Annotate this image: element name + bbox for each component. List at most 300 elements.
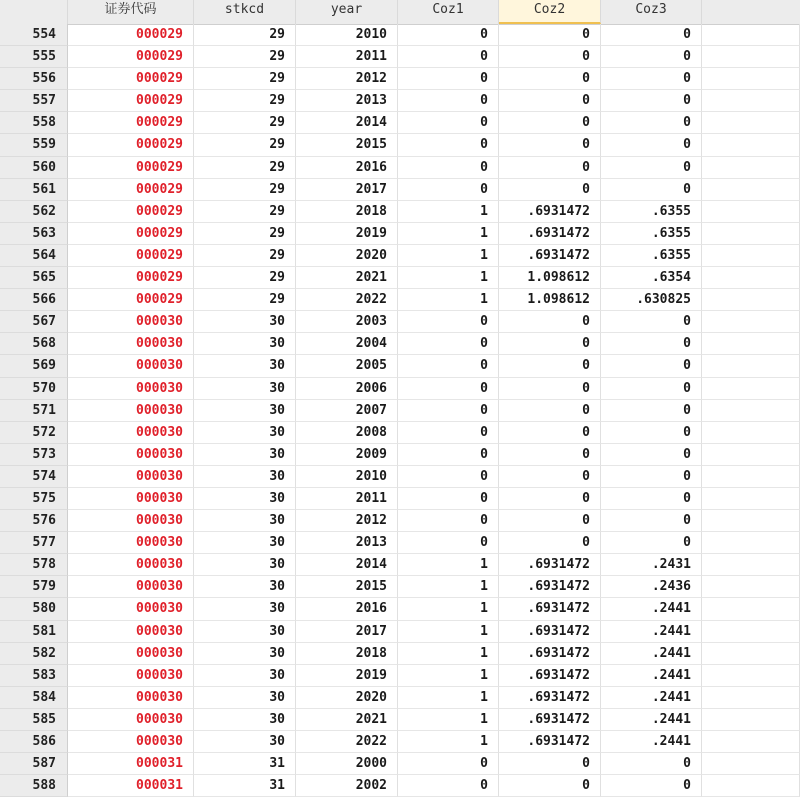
- cell-coz3[interactable]: .2441: [601, 598, 702, 620]
- cell-empty[interactable]: [702, 466, 800, 488]
- cell-year[interactable]: 2012: [296, 68, 398, 90]
- cell-coz2[interactable]: 0: [499, 157, 601, 179]
- cell-empty[interactable]: [702, 576, 800, 598]
- row-number[interactable]: 578: [0, 554, 68, 576]
- row-number[interactable]: 586: [0, 731, 68, 753]
- cell-year[interactable]: 2018: [296, 643, 398, 665]
- cell-coz3[interactable]: .2441: [601, 731, 702, 753]
- cell-coz2[interactable]: 0: [499, 510, 601, 532]
- table-row[interactable]: [0, 223, 800, 245]
- cell-coz2[interactable]: 0: [499, 444, 601, 466]
- cell-empty[interactable]: [702, 709, 800, 731]
- cell-coz2[interactable]: 0: [499, 400, 601, 422]
- cell-code[interactable]: 000030: [68, 687, 194, 709]
- row-number[interactable]: 571: [0, 400, 68, 422]
- cell-year[interactable]: 2013: [296, 90, 398, 112]
- cell-coz1[interactable]: 1: [398, 665, 499, 687]
- cell-coz3[interactable]: 0: [601, 532, 702, 554]
- row-number[interactable]: 558: [0, 112, 68, 134]
- table-row[interactable]: [0, 333, 800, 355]
- cell-code[interactable]: 000029: [68, 112, 194, 134]
- cell-coz2[interactable]: .6931472: [499, 731, 601, 753]
- row-number[interactable]: 561: [0, 179, 68, 201]
- cell-stkcd[interactable]: 30: [194, 532, 296, 554]
- table-row[interactable]: [0, 267, 800, 289]
- cell-empty[interactable]: [702, 46, 800, 68]
- cell-coz3[interactable]: 0: [601, 46, 702, 68]
- cell-stkcd[interactable]: 30: [194, 311, 296, 333]
- cell-year[interactable]: 2020: [296, 245, 398, 267]
- cell-coz2[interactable]: .6931472: [499, 554, 601, 576]
- cell-year[interactable]: 2022: [296, 731, 398, 753]
- cell-empty[interactable]: [702, 488, 800, 510]
- cell-coz1[interactable]: 0: [398, 134, 499, 156]
- cell-year[interactable]: 2011: [296, 488, 398, 510]
- cell-code[interactable]: 000030: [68, 554, 194, 576]
- row-number[interactable]: 573: [0, 444, 68, 466]
- cell-coz1[interactable]: 0: [398, 378, 499, 400]
- table-row[interactable]: [0, 245, 800, 267]
- cell-stkcd[interactable]: 30: [194, 378, 296, 400]
- table-row[interactable]: [0, 134, 800, 156]
- cell-stkcd[interactable]: 29: [194, 24, 296, 46]
- table-row[interactable]: [0, 179, 800, 201]
- cell-stkcd[interactable]: 29: [194, 46, 296, 68]
- cell-empty[interactable]: [702, 378, 800, 400]
- cell-coz2[interactable]: 0: [499, 355, 601, 377]
- cell-stkcd[interactable]: 31: [194, 775, 296, 797]
- cell-stkcd[interactable]: 30: [194, 422, 296, 444]
- cell-code[interactable]: 000030: [68, 333, 194, 355]
- cell-coz2[interactable]: 0: [499, 422, 601, 444]
- table-row[interactable]: [0, 68, 800, 90]
- table-row[interactable]: [0, 554, 800, 576]
- cell-stkcd[interactable]: 29: [194, 289, 296, 311]
- cell-coz3[interactable]: .2436: [601, 576, 702, 598]
- row-number[interactable]: 585: [0, 709, 68, 731]
- cell-coz2[interactable]: 0: [499, 112, 601, 134]
- cell-empty[interactable]: [702, 355, 800, 377]
- cell-stkcd[interactable]: 30: [194, 466, 296, 488]
- cell-stkcd[interactable]: 29: [194, 201, 296, 223]
- cell-code[interactable]: 000030: [68, 510, 194, 532]
- cell-coz2[interactable]: 0: [499, 775, 601, 797]
- row-number[interactable]: 556: [0, 68, 68, 90]
- table-row[interactable]: [0, 311, 800, 333]
- cell-coz3[interactable]: .2441: [601, 621, 702, 643]
- table-row[interactable]: [0, 687, 800, 709]
- cell-coz1[interactable]: 1: [398, 223, 499, 245]
- row-number[interactable]: 583: [0, 665, 68, 687]
- table-row[interactable]: [0, 488, 800, 510]
- row-number[interactable]: 560: [0, 157, 68, 179]
- table-row[interactable]: [0, 24, 800, 46]
- table-row[interactable]: [0, 289, 800, 311]
- cell-coz3[interactable]: .6355: [601, 201, 702, 223]
- cell-stkcd[interactable]: 29: [194, 157, 296, 179]
- cell-year[interactable]: 2015: [296, 134, 398, 156]
- cell-coz2[interactable]: 0: [499, 68, 601, 90]
- cell-coz1[interactable]: 0: [398, 466, 499, 488]
- cell-code[interactable]: 000029: [68, 245, 194, 267]
- cell-year[interactable]: 2007: [296, 400, 398, 422]
- row-number[interactable]: 568: [0, 333, 68, 355]
- cell-coz3[interactable]: 0: [601, 488, 702, 510]
- cell-empty[interactable]: [702, 554, 800, 576]
- row-number[interactable]: 554: [0, 24, 68, 46]
- cell-year[interactable]: 2019: [296, 665, 398, 687]
- table-row[interactable]: [0, 576, 800, 598]
- cell-empty[interactable]: [702, 665, 800, 687]
- table-row[interactable]: [0, 46, 800, 68]
- table-row[interactable]: [0, 643, 800, 665]
- cell-code[interactable]: 000030: [68, 466, 194, 488]
- cell-code[interactable]: 000030: [68, 422, 194, 444]
- table-row[interactable]: [0, 665, 800, 687]
- cell-year[interactable]: 2018: [296, 201, 398, 223]
- cell-stkcd[interactable]: 30: [194, 400, 296, 422]
- column-header-coz2[interactable]: Coz2: [499, 0, 601, 24]
- cell-coz1[interactable]: 1: [398, 201, 499, 223]
- cell-stkcd[interactable]: 29: [194, 90, 296, 112]
- cell-coz3[interactable]: .6355: [601, 245, 702, 267]
- cell-year[interactable]: 2003: [296, 311, 398, 333]
- cell-coz1[interactable]: 1: [398, 245, 499, 267]
- row-number[interactable]: 570: [0, 378, 68, 400]
- cell-coz1[interactable]: 0: [398, 24, 499, 46]
- cell-year[interactable]: 2005: [296, 355, 398, 377]
- table-row[interactable]: [0, 90, 800, 112]
- cell-coz2[interactable]: 0: [499, 24, 601, 46]
- cell-year[interactable]: 2002: [296, 775, 398, 797]
- cell-year[interactable]: 2006: [296, 378, 398, 400]
- cell-coz1[interactable]: 1: [398, 621, 499, 643]
- cell-empty[interactable]: [702, 68, 800, 90]
- cell-year[interactable]: 2008: [296, 422, 398, 444]
- column-header-coz3[interactable]: Coz3: [601, 0, 702, 24]
- cell-coz3[interactable]: 0: [601, 333, 702, 355]
- cell-code[interactable]: 000031: [68, 753, 194, 775]
- column-header-code[interactable]: 证券代码: [68, 0, 194, 24]
- cell-year[interactable]: 2010: [296, 24, 398, 46]
- cell-year[interactable]: 2017: [296, 179, 398, 201]
- cell-empty[interactable]: [702, 598, 800, 620]
- cell-stkcd[interactable]: 30: [194, 598, 296, 620]
- cell-coz3[interactable]: 0: [601, 112, 702, 134]
- cell-coz3[interactable]: 0: [601, 422, 702, 444]
- cell-coz2[interactable]: 0: [499, 378, 601, 400]
- table-row[interactable]: [0, 621, 800, 643]
- cell-code[interactable]: 000030: [68, 643, 194, 665]
- cell-stkcd[interactable]: 30: [194, 510, 296, 532]
- cell-coz2[interactable]: 0: [499, 46, 601, 68]
- cell-coz1[interactable]: 0: [398, 333, 499, 355]
- row-number[interactable]: 564: [0, 245, 68, 267]
- cell-coz2[interactable]: .6931472: [499, 245, 601, 267]
- cell-coz2[interactable]: 0: [499, 466, 601, 488]
- cell-stkcd[interactable]: 30: [194, 687, 296, 709]
- table-row[interactable]: [0, 444, 800, 466]
- column-header-year[interactable]: year: [296, 0, 398, 24]
- cell-coz3[interactable]: 0: [601, 134, 702, 156]
- cell-year[interactable]: 2014: [296, 554, 398, 576]
- table-row[interactable]: [0, 510, 800, 532]
- cell-code[interactable]: 000030: [68, 400, 194, 422]
- row-number[interactable]: 577: [0, 532, 68, 554]
- cell-code[interactable]: 000030: [68, 311, 194, 333]
- table-row[interactable]: [0, 598, 800, 620]
- cell-coz3[interactable]: .2441: [601, 643, 702, 665]
- cell-coz1[interactable]: 0: [398, 355, 499, 377]
- cell-coz1[interactable]: 0: [398, 753, 499, 775]
- cell-code[interactable]: 000030: [68, 444, 194, 466]
- cell-year[interactable]: 2000: [296, 753, 398, 775]
- cell-coz2[interactable]: .6931472: [499, 709, 601, 731]
- row-number[interactable]: 557: [0, 90, 68, 112]
- cell-empty[interactable]: [702, 643, 800, 665]
- row-number[interactable]: 555: [0, 46, 68, 68]
- cell-year[interactable]: 2016: [296, 157, 398, 179]
- cell-empty[interactable]: [702, 245, 800, 267]
- cell-empty[interactable]: [702, 201, 800, 223]
- cell-coz1[interactable]: 0: [398, 510, 499, 532]
- row-number[interactable]: 575: [0, 488, 68, 510]
- cell-coz1[interactable]: 1: [398, 709, 499, 731]
- table-row[interactable]: [0, 378, 800, 400]
- cell-coz3[interactable]: .6354: [601, 267, 702, 289]
- row-number[interactable]: 581: [0, 621, 68, 643]
- cell-coz3[interactable]: .2441: [601, 709, 702, 731]
- cell-coz1[interactable]: 0: [398, 775, 499, 797]
- row-number[interactable]: 580: [0, 598, 68, 620]
- cell-empty[interactable]: [702, 134, 800, 156]
- cell-year[interactable]: 2011: [296, 46, 398, 68]
- cell-year[interactable]: 2022: [296, 289, 398, 311]
- cell-empty[interactable]: [702, 157, 800, 179]
- cell-empty[interactable]: [702, 444, 800, 466]
- cell-coz3[interactable]: 0: [601, 68, 702, 90]
- row-number[interactable]: 569: [0, 355, 68, 377]
- cell-empty[interactable]: [702, 687, 800, 709]
- cell-code[interactable]: 000030: [68, 488, 194, 510]
- cell-coz2[interactable]: 0: [499, 753, 601, 775]
- cell-stkcd[interactable]: 30: [194, 355, 296, 377]
- cell-coz3[interactable]: .630825: [601, 289, 702, 311]
- cell-coz3[interactable]: 0: [601, 753, 702, 775]
- column-header-stkcd[interactable]: stkcd: [194, 0, 296, 24]
- cell-coz2[interactable]: .6931472: [499, 576, 601, 598]
- cell-stkcd[interactable]: 30: [194, 333, 296, 355]
- row-number[interactable]: 579: [0, 576, 68, 598]
- cell-stkcd[interactable]: 30: [194, 665, 296, 687]
- cell-coz1[interactable]: 0: [398, 46, 499, 68]
- cell-coz2[interactable]: 0: [499, 532, 601, 554]
- cell-coz2[interactable]: 1.098612: [499, 267, 601, 289]
- row-number[interactable]: 563: [0, 223, 68, 245]
- cell-coz3[interactable]: 0: [601, 157, 702, 179]
- cell-coz3[interactable]: 0: [601, 400, 702, 422]
- cell-coz1[interactable]: 1: [398, 687, 499, 709]
- table-row[interactable]: [0, 201, 800, 223]
- cell-stkcd[interactable]: 30: [194, 444, 296, 466]
- cell-coz3[interactable]: 0: [601, 179, 702, 201]
- table-row[interactable]: [0, 532, 800, 554]
- cell-code[interactable]: 000030: [68, 378, 194, 400]
- cell-coz1[interactable]: 0: [398, 112, 499, 134]
- cell-stkcd[interactable]: 29: [194, 245, 296, 267]
- cell-empty[interactable]: [702, 510, 800, 532]
- cell-empty[interactable]: [702, 753, 800, 775]
- cell-code[interactable]: 000029: [68, 24, 194, 46]
- cell-year[interactable]: 2017: [296, 621, 398, 643]
- cell-year[interactable]: 2009: [296, 444, 398, 466]
- cell-code[interactable]: 000029: [68, 289, 194, 311]
- cell-coz2[interactable]: 0: [499, 311, 601, 333]
- cell-code[interactable]: 000029: [68, 90, 194, 112]
- table-row[interactable]: [0, 112, 800, 134]
- cell-coz2[interactable]: .6931472: [499, 598, 601, 620]
- cell-year[interactable]: 2021: [296, 267, 398, 289]
- cell-year[interactable]: 2015: [296, 576, 398, 598]
- cell-coz1[interactable]: 0: [398, 422, 499, 444]
- cell-coz2[interactable]: 0: [499, 488, 601, 510]
- cell-stkcd[interactable]: 30: [194, 643, 296, 665]
- cell-empty[interactable]: [702, 112, 800, 134]
- cell-code[interactable]: 000029: [68, 134, 194, 156]
- cell-coz1[interactable]: 1: [398, 576, 499, 598]
- cell-stkcd[interactable]: 30: [194, 621, 296, 643]
- cell-coz3[interactable]: 0: [601, 311, 702, 333]
- cell-empty[interactable]: [702, 223, 800, 245]
- cell-coz2[interactable]: .6931472: [499, 201, 601, 223]
- cell-code[interactable]: 000030: [68, 355, 194, 377]
- cell-coz1[interactable]: 0: [398, 532, 499, 554]
- cell-code[interactable]: 000029: [68, 223, 194, 245]
- cell-empty[interactable]: [702, 621, 800, 643]
- cell-coz1[interactable]: 1: [398, 598, 499, 620]
- table-row[interactable]: [0, 355, 800, 377]
- cell-code[interactable]: 000030: [68, 621, 194, 643]
- cell-coz2[interactable]: 0: [499, 179, 601, 201]
- cell-coz1[interactable]: 0: [398, 488, 499, 510]
- row-number[interactable]: 572: [0, 422, 68, 444]
- cell-stkcd[interactable]: 30: [194, 554, 296, 576]
- cell-year[interactable]: 2010: [296, 466, 398, 488]
- cell-coz3[interactable]: 0: [601, 775, 702, 797]
- cell-coz3[interactable]: 0: [601, 378, 702, 400]
- cell-year[interactable]: 2021: [296, 709, 398, 731]
- row-number[interactable]: 565: [0, 267, 68, 289]
- cell-empty[interactable]: [702, 400, 800, 422]
- cell-coz2[interactable]: 1.098612: [499, 289, 601, 311]
- row-number[interactable]: 562: [0, 201, 68, 223]
- cell-coz3[interactable]: 0: [601, 444, 702, 466]
- cell-code[interactable]: 000029: [68, 46, 194, 68]
- cell-coz1[interactable]: 0: [398, 400, 499, 422]
- cell-coz2[interactable]: .6931472: [499, 223, 601, 245]
- cell-code[interactable]: 000030: [68, 598, 194, 620]
- cell-code[interactable]: 000029: [68, 68, 194, 90]
- cell-stkcd[interactable]: 30: [194, 731, 296, 753]
- cell-stkcd[interactable]: 30: [194, 709, 296, 731]
- cell-coz1[interactable]: 0: [398, 444, 499, 466]
- cell-code[interactable]: 000030: [68, 532, 194, 554]
- cell-coz3[interactable]: 0: [601, 355, 702, 377]
- cell-stkcd[interactable]: 30: [194, 488, 296, 510]
- cell-empty[interactable]: [702, 532, 800, 554]
- row-number-header[interactable]: [0, 0, 68, 24]
- row-number[interactable]: 559: [0, 134, 68, 156]
- cell-stkcd[interactable]: 29: [194, 179, 296, 201]
- table-row[interactable]: [0, 157, 800, 179]
- cell-year[interactable]: 2013: [296, 532, 398, 554]
- cell-coz3[interactable]: .6355: [601, 223, 702, 245]
- cell-empty[interactable]: [702, 289, 800, 311]
- table-row[interactable]: [0, 400, 800, 422]
- cell-coz1[interactable]: 1: [398, 731, 499, 753]
- cell-stkcd[interactable]: 31: [194, 753, 296, 775]
- cell-coz1[interactable]: 0: [398, 90, 499, 112]
- cell-coz3[interactable]: 0: [601, 24, 702, 46]
- row-number[interactable]: 582: [0, 643, 68, 665]
- cell-empty[interactable]: [702, 90, 800, 112]
- cell-coz2[interactable]: 0: [499, 134, 601, 156]
- cell-coz2[interactable]: .6931472: [499, 665, 601, 687]
- cell-code[interactable]: 000029: [68, 201, 194, 223]
- cell-code[interactable]: 000030: [68, 665, 194, 687]
- table-row[interactable]: [0, 775, 800, 797]
- table-row[interactable]: [0, 709, 800, 731]
- cell-coz2[interactable]: 0: [499, 90, 601, 112]
- cell-year[interactable]: 2004: [296, 333, 398, 355]
- cell-empty[interactable]: [702, 267, 800, 289]
- cell-code[interactable]: 000030: [68, 576, 194, 598]
- cell-coz3[interactable]: 0: [601, 466, 702, 488]
- table-row[interactable]: [0, 731, 800, 753]
- cell-year[interactable]: 2019: [296, 223, 398, 245]
- cell-coz3[interactable]: .2441: [601, 687, 702, 709]
- cell-empty[interactable]: [702, 311, 800, 333]
- column-header-coz1[interactable]: Coz1: [398, 0, 499, 24]
- row-number[interactable]: 584: [0, 687, 68, 709]
- cell-stkcd[interactable]: 30: [194, 576, 296, 598]
- cell-code[interactable]: 000030: [68, 709, 194, 731]
- cell-coz1[interactable]: 1: [398, 554, 499, 576]
- cell-coz3[interactable]: 0: [601, 90, 702, 112]
- row-number[interactable]: 587: [0, 753, 68, 775]
- cell-coz3[interactable]: .2441: [601, 665, 702, 687]
- cell-coz1[interactable]: 0: [398, 179, 499, 201]
- cell-stkcd[interactable]: 29: [194, 68, 296, 90]
- cell-stkcd[interactable]: 29: [194, 134, 296, 156]
- cell-empty[interactable]: [702, 422, 800, 444]
- cell-year[interactable]: 2016: [296, 598, 398, 620]
- cell-year[interactable]: 2012: [296, 510, 398, 532]
- row-number[interactable]: 576: [0, 510, 68, 532]
- cell-coz2[interactable]: .6931472: [499, 687, 601, 709]
- cell-coz2[interactable]: 0: [499, 333, 601, 355]
- row-number[interactable]: 566: [0, 289, 68, 311]
- cell-coz2[interactable]: .6931472: [499, 621, 601, 643]
- cell-empty[interactable]: [702, 775, 800, 797]
- cell-coz1[interactable]: 0: [398, 68, 499, 90]
- cell-coz3[interactable]: .2431: [601, 554, 702, 576]
- table-row[interactable]: [0, 422, 800, 444]
- row-number[interactable]: 574: [0, 466, 68, 488]
- cell-year[interactable]: 2014: [296, 112, 398, 134]
- cell-coz2[interactable]: .6931472: [499, 643, 601, 665]
- cell-code[interactable]: 000031: [68, 775, 194, 797]
